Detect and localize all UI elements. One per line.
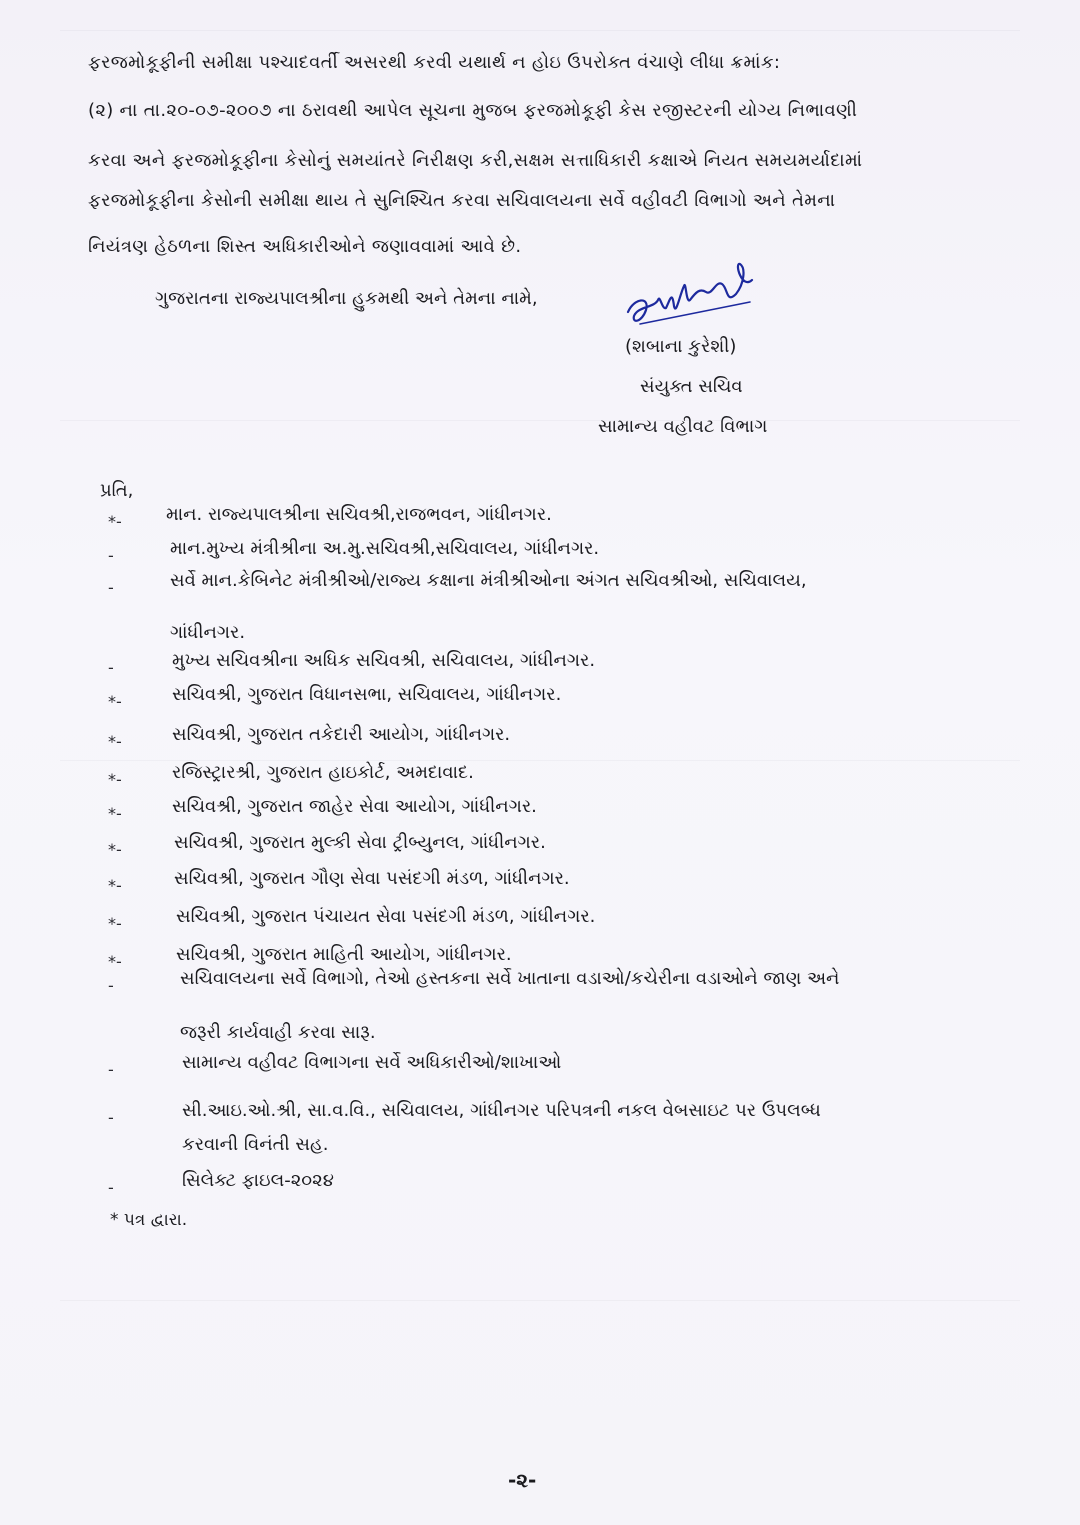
recipient-mark: - bbox=[108, 976, 114, 995]
recipient-text: સી.આઇ.ઓ.શ્રી, સા.વ.વિ., સચિવાલય, ગાંધીનગર પરિપત્રની નકલ વેબસાઇટ પર ઉપલબ્ધ bbox=[182, 1100, 821, 1121]
recipient-mark: - bbox=[108, 1060, 114, 1079]
signatory-designation: સંયુક્ત સચિવ bbox=[640, 376, 743, 397]
signatory-name: (શબાના કુરેશી) bbox=[625, 336, 737, 357]
recipient-text: સચિવશ્રી, ગુજરાત પંચાયત સેવા પસંદગી મંડળ, ગાંધીનગર. bbox=[176, 906, 596, 927]
show-through-line bbox=[60, 1300, 1020, 1301]
recipient-item bbox=[0, 1052, 1080, 1084]
recipient-item bbox=[0, 762, 1080, 794]
recipient-text: સામાન્ય વહીવટ વિભાગના સર્વે અધિકારીઓ/શાખાઓ bbox=[182, 1052, 562, 1073]
body-line: ફરજમોકૂફીના કેસોની સમીક્ષા થાય તે સુનિશ્ચિત કરવા સચિવાલયના સર્વે વહીવટી વિભાગો અને તેમના bbox=[88, 190, 836, 211]
body-line: નિયંત્રણ હેઠળના શિસ્ત અધિકારીઓને જણાવવામાં આવે છે. bbox=[88, 236, 522, 257]
recipient-mark: - bbox=[108, 578, 114, 597]
recipient-item bbox=[0, 724, 1080, 756]
show-through-line bbox=[60, 760, 1020, 761]
recipient-mark: *- bbox=[108, 732, 122, 751]
recipient-mark: - bbox=[108, 658, 114, 677]
page-number: -૨- bbox=[508, 1468, 537, 1492]
body-line: ફરજમોકૂફીની સમીક્ષા પશ્ચાદવર્તી અસરથી કરવી યથાર્થ ન હોઇ ઉપરોક્ત વંચાણે લીધા ક્રમાંક: bbox=[88, 52, 781, 73]
recipient-text: સચિવશ્રી, ગુજરાત તકેદારી આયોગ, ગાંધીનગર. bbox=[172, 724, 511, 745]
recipient-text: સચિવશ્રી, ગુજરાત વિધાનસભા, સચિવાલય, ગાંધીનગર. bbox=[172, 684, 562, 705]
recipient-mark: - bbox=[108, 1178, 114, 1197]
recipient-mark: *- bbox=[108, 876, 122, 895]
recipient-text: સર્વે માન.કેબિનેટ મંત્રીશ્રીઓ/રાજ્ય કક્ષાના મંત્રીશ્રીઓના અંગત સચિવશ્રીઓ, સચિવાલય, bbox=[170, 570, 807, 591]
footnote: * પત્ર દ્વારા. bbox=[110, 1210, 188, 1230]
recipient-text: સચિવશ્રી, ગુજરાત મુલ્કી સેવા ટ્રીબ્યુનલ, ગાંધીનગર. bbox=[174, 832, 546, 853]
recipient-text: માન.મુખ્ય મંત્રીશ્રીના અ.મુ.સચિવશ્રી,સચિવાલય, ગાંધીનગર. bbox=[170, 538, 600, 559]
recipient-text: માન. રાજ્યપાલશ્રીના સચિવશ્રી,રાજભવન, ગાંધીનગર. bbox=[166, 504, 552, 525]
body-line: કરવા અને ફરજમોકૂફીના કેસોનું સમયાંતરે નિરીક્ષણ કરી,સક્ષમ સત્તાધિકારી કક્ષાએ નિયત સમયમર્યાદામાં bbox=[88, 150, 863, 171]
recipient-mark: *- bbox=[108, 952, 122, 971]
recipient-item bbox=[0, 1100, 1080, 1132]
recipient-mark: *- bbox=[108, 770, 122, 789]
recipient-item bbox=[0, 1170, 1080, 1202]
recipient-text: સચિવાલયના સર્વે વિભાગો, તેઓ હસ્તકના સર્વે ખાતાના વડાઓ/કચેરીના વડાઓને જાણ અને bbox=[180, 968, 840, 989]
authority-closing: ગુજરાતના રાજ્યપાલશ્રીના હુકમથી અને તેમના નામે, bbox=[155, 288, 538, 309]
recipient-item bbox=[0, 570, 1080, 602]
body-line: (૨) ના તા.૨૦-૦૭-૨૦૦૭ ના ઠરાવથી આપેલ સૂચના મુજબ ફરજમોકૂફી કેસ રજીસ્ટરની યોગ્ય નિભાવણી bbox=[88, 100, 858, 121]
recipient-mark: *- bbox=[108, 914, 122, 933]
recipient-text: સચિવશ્રી, ગુજરાત માહિતી આયોગ, ગાંધીનગર. bbox=[176, 944, 512, 965]
recipient-text-cont: ગાંધીનગર. bbox=[170, 622, 246, 643]
recipient-mark: - bbox=[108, 546, 114, 565]
recipient-text: રજિસ્ટ્રારશ્રી, ગુજરાત હાઇકોર્ટ, અમદાવાદ. bbox=[172, 762, 474, 783]
recipient-item bbox=[0, 906, 1080, 938]
recipient-item bbox=[0, 796, 1080, 828]
recipient-text: સિલેક્ટ ફાઇલ-૨૦૨૪ bbox=[182, 1170, 334, 1191]
recipient-item bbox=[0, 968, 1080, 1000]
recipient-text: સચિવશ્રી, ગુજરાત જાહેર સેવા આયોગ, ગાંધીનગર. bbox=[172, 796, 537, 817]
recipient-mark: *- bbox=[108, 804, 122, 823]
signatory-department: સામાન્ય વહીવટ વિભાગ bbox=[598, 416, 768, 437]
handwritten-signature bbox=[620, 250, 760, 340]
recipient-continuation bbox=[0, 1022, 1080, 1054]
recipient-item bbox=[0, 832, 1080, 864]
recipient-mark: - bbox=[108, 1108, 114, 1127]
recipient-item bbox=[0, 650, 1080, 682]
show-through-line bbox=[60, 30, 1020, 31]
recipient-item bbox=[0, 868, 1080, 900]
recipient-item bbox=[0, 504, 1080, 536]
recipients-heading: પ્રતિ, bbox=[100, 480, 134, 501]
recipient-text-cont: કરવાની વિનંતી સહ. bbox=[182, 1134, 329, 1155]
recipient-text-cont: જરૂરી કાર્યવાહી કરવા સારૂ. bbox=[180, 1022, 376, 1043]
recipient-mark: *- bbox=[108, 692, 122, 711]
recipient-text: સચિવશ્રી, ગુજરાત ગૌણ સેવા પસંદગી મંડળ, ગાંધીનગર. bbox=[174, 868, 570, 889]
recipient-mark: *- bbox=[108, 512, 122, 531]
recipient-item bbox=[0, 684, 1080, 716]
recipient-mark: *- bbox=[108, 840, 122, 859]
recipient-item bbox=[0, 538, 1080, 570]
show-through-line bbox=[60, 420, 1020, 421]
recipient-text: મુખ્ય સચિવશ્રીના અધિક સચિવશ્રી, સચિવાલય, ગાંધીનગર. bbox=[172, 650, 596, 671]
recipient-continuation bbox=[0, 1134, 1080, 1166]
